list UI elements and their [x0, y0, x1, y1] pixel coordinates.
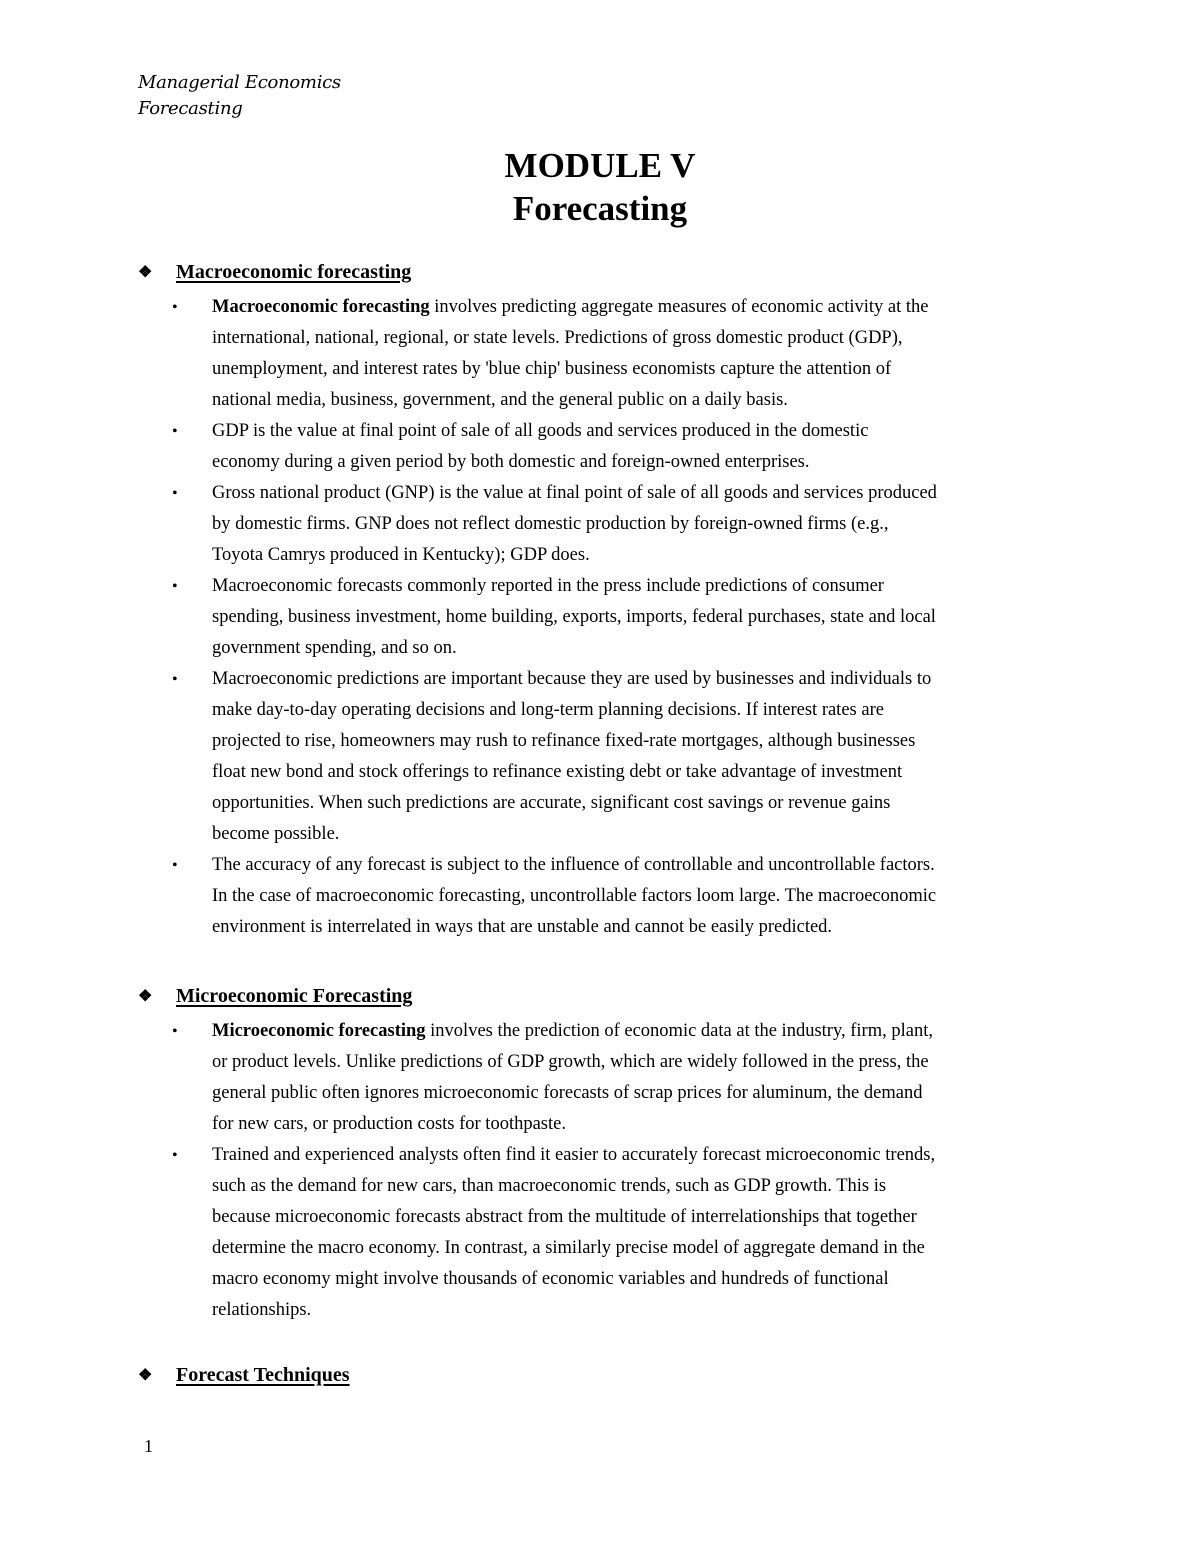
bullet-icon: • — [172, 1147, 178, 1164]
line-text: for new cars, or production costs for toothpaste. — [212, 1114, 566, 1134]
section-macroeconomic — [138, 257, 1098, 943]
line-text: In the case of macroeconomic forecasting, uncontrollable factors loom large. The macroeconomic — [212, 886, 937, 906]
bold-term: Microeconomic forecasting — [212, 1021, 426, 1041]
bullet-icon: • — [172, 423, 178, 440]
list-item — [138, 1140, 1098, 1326]
list-item — [138, 1016, 1098, 1140]
line-text: national media, business, government, and the general public on a daily basis. — [212, 390, 788, 410]
text-line — [212, 385, 1098, 416]
bullet-icon: • — [172, 671, 178, 688]
text-line — [212, 1047, 1098, 1078]
line-text: become possible. — [212, 824, 340, 844]
line-text: or product levels. Unlike predictions of GDP growth, which are widely followed in the press, the — [212, 1052, 929, 1072]
line-text: The accuracy of any forecast is subject to the influence of controllable and uncontrollable factors. — [212, 855, 935, 875]
line-text: Trained and experienced analysts often find it easier to accurately forecast microeconomic trends, — [212, 1145, 936, 1165]
line-text: make day-to-day operating decisions and long-term planning decisions. If interest rates are — [212, 700, 884, 720]
text-line — [212, 509, 1098, 540]
section-heading-text: Forecast Techniques — [176, 1363, 350, 1386]
line-text: government spending, and so on. — [212, 638, 457, 658]
bold-term: Macroeconomic forecasting — [212, 297, 430, 317]
text-line — [212, 478, 1098, 509]
section-heading-text: Macroeconomic forecasting — [176, 260, 412, 283]
line-text: unemployment, and interest rates by 'blue chip' business economists capture the attention of — [212, 359, 892, 379]
text-line — [212, 912, 1098, 943]
line-text: environment is interrelated in ways that are unstable and cannot be easily predicted. — [212, 917, 833, 937]
text-line — [212, 633, 1098, 664]
list-item — [138, 571, 1098, 664]
text-line — [212, 726, 1098, 757]
text-line — [212, 788, 1098, 819]
section-heading — [138, 1360, 1098, 1390]
line-text: Toyota Camrys produced in Kentucky); GDP does. — [212, 545, 590, 565]
line-text: Macroeconomic forecasts commonly reported in the press include predictions of consumer — [212, 576, 884, 596]
text-line — [212, 664, 1098, 695]
list-item — [138, 850, 1098, 943]
line-text: float new bond and stock offerings to refinance existing debt or take advantage of investment — [212, 762, 903, 782]
text-line — [212, 540, 1098, 571]
text-line — [212, 416, 1098, 447]
list-item — [138, 292, 1098, 416]
bullet-icon: • — [172, 1023, 178, 1040]
text-line — [212, 1016, 1098, 1047]
line-text: GDP is the value at final point of sale of all goods and services produced in the domestic — [212, 421, 869, 441]
section-microeconomic — [138, 981, 1098, 1326]
line-text: by domestic firms. GNP does not reflect domestic production by foreign-owned firms (e.g., — [212, 514, 889, 534]
section-forecast-techniques — [138, 1360, 1098, 1390]
line-text: relationships. — [212, 1300, 312, 1320]
line-text: projected to rise, homeowners may rush to refinance fixed-rate mortgages, although businesses — [212, 731, 916, 751]
text-line — [212, 292, 1098, 323]
running-header-topic: Forecasting — [138, 98, 243, 119]
bullet-icon: • — [172, 299, 178, 316]
text-line — [212, 695, 1098, 726]
bullet-icon: • — [172, 485, 178, 502]
line-text: economy during a given period by both domestic and foreign-owned enterprises. — [212, 452, 810, 472]
list-item — [138, 664, 1098, 850]
diamond-bullet-icon: ❖ — [138, 264, 153, 281]
line-text: general public often ignores microeconomic forecasts of scrap prices for aluminum, the demand — [212, 1083, 923, 1103]
text-line — [212, 1140, 1098, 1171]
line-text: international, national, regional, or state levels. Predictions of gross domestic product (GDP), — [212, 328, 903, 348]
text-line — [212, 757, 1098, 788]
section-heading — [138, 981, 1098, 1011]
line-text: such as the demand for new cars, than macroeconomic trends, such as GDP growth. This is — [212, 1176, 887, 1196]
list-item — [138, 416, 1098, 478]
section-heading-text: Microeconomic Forecasting — [176, 984, 413, 1007]
module-subtitle: Forecasting — [512, 189, 688, 228]
list-item — [138, 478, 1098, 571]
page-number: 1 — [144, 1436, 153, 1456]
text-line — [212, 602, 1098, 633]
diamond-bullet-icon: ❖ — [138, 1367, 153, 1384]
diamond-bullet-icon: ❖ — [138, 988, 153, 1005]
line-text: because microeconomic forecasts abstract from the multitude of interrelationships that together — [212, 1207, 917, 1227]
text-line — [212, 1295, 1098, 1326]
line-text: involves predicting aggregate measures of economic activity at the — [429, 297, 929, 317]
line-text: involves the prediction of economic data at the industry, firm, plant, — [425, 1021, 933, 1041]
text-line — [212, 1171, 1098, 1202]
bullet-icon: • — [172, 857, 178, 874]
line-text: opportunities. When such predictions are accurate, significant cost savings or revenue gains — [212, 793, 891, 813]
text-line — [212, 1109, 1098, 1140]
text-line — [212, 1264, 1098, 1295]
text-line — [212, 819, 1098, 850]
text-line — [212, 881, 1098, 912]
line-text: determine the macro economy. In contrast, a similarly precise model of aggregate demand in the — [212, 1238, 925, 1258]
line-text: Macroeconomic predictions are important because they are used by businesses and individuals to — [212, 669, 932, 689]
text-line — [212, 323, 1098, 354]
running-header-course: Managerial Economics — [138, 72, 341, 93]
text-line — [212, 447, 1098, 478]
text-line — [212, 571, 1098, 602]
text-line — [212, 850, 1098, 881]
line-text: spending, business investment, home building, exports, imports, federal purchases, state and local — [212, 607, 936, 627]
line-text: Gross national product (GNP) is the value at final point of sale of all goods and services produced — [212, 483, 937, 503]
text-line — [212, 1078, 1098, 1109]
bullet-icon: • — [172, 578, 178, 595]
module-title: MODULE V — [504, 146, 696, 185]
line-text: macro economy might involve thousands of economic variables and hundreds of functional — [212, 1269, 889, 1289]
text-line — [212, 1202, 1098, 1233]
section-heading — [138, 257, 1098, 287]
text-line — [212, 1233, 1098, 1264]
text-line — [212, 354, 1098, 385]
